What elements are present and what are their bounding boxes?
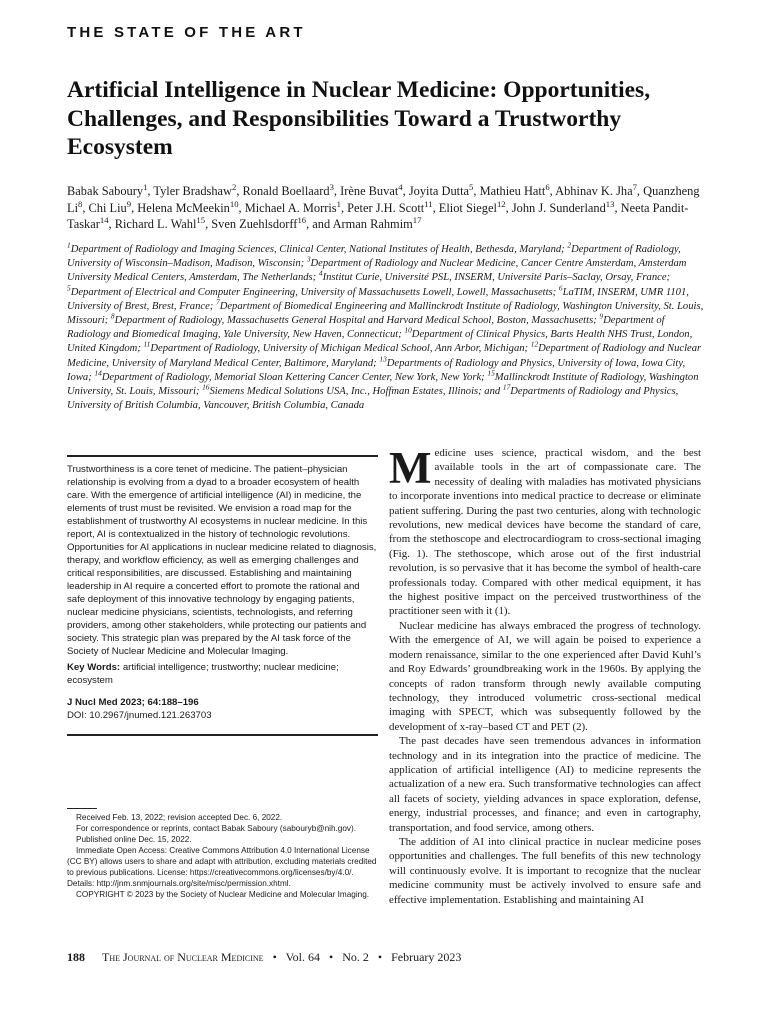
page-number: 188 (67, 950, 85, 964)
doi: DOI: 10.2967/jnumed.121.263703 (67, 710, 212, 721)
affiliation-text: Departments of Radiology and Physics, University of Iowa, Iowa City, Iowa; (67, 357, 686, 383)
affiliation-text: Department of Radiology, University of Michigan Medical School, Ann Arbor, Michigan; (150, 343, 529, 355)
affiliation-marker: 14 (94, 368, 102, 378)
copyright-note: COPYRIGHT © 2023 by the Society of Nuclear Medicine and Molecular Imaging. (76, 890, 370, 899)
author-name: Michael A. Morris (244, 200, 337, 215)
citation-block (67, 696, 378, 722)
affiliation-text: Department of Radiology and Imaging Sciences, Clinical Center, National Institutes of Health, Bethesda, Maryland; (70, 244, 565, 255)
author-name: Arman Rahmim (332, 217, 413, 232)
body-paragraph: edicine uses science, practical wisdom, and the best available tools in the art of compassionate care. The necessity of dealing with maladies has motivated physicians to incorporate inventions into medical practice to decrease or eliminate patient suffering. During the past two centuries, along with technologic revolutions, new medical devices have become the standard of care, from the stethoscope and electrocardiogram to cross-sectional imaging (Fig. 1). The stethoscope, which arose out of the first industrial revolution, is so pervasive that it has become the symbol of health-care professionals today. Compared with other medical equipment, it has the highest positive impact on the perceived trustworthiness of the practitioner seen with it (1). (389, 447, 701, 618)
published-date: Published online Dec. 15, 2022. (76, 835, 192, 844)
correspondence-note: For correspondence or reprints, contact Babak Saboury (sabouryb@nih.gov). (76, 824, 357, 833)
author-affiliation-marker: 15 (196, 215, 206, 226)
author-name: Eliot Siegel (438, 200, 497, 215)
journal-name: The Journal of Nuclear Medicine (102, 950, 264, 964)
publication-date: February 2023 (391, 950, 462, 964)
license-note: Immediate Open Access: Creative Commons Attribution 4.0 International License (CC BY) allows users to share and adapt with attribution, excluding materials credited to previous publications. License: https://creativecommons.org/licenses/by/4.0/. Details: http://jnm.snmjournals.org/site/misc/permission.xhtml. (67, 846, 377, 888)
author-name: Peter J.H. Scott (347, 200, 425, 215)
affiliation-marker: 6 (558, 283, 563, 293)
body-paragraph: The past decades have seen tremendous advances in information technology and in its integration into the practice of medicine. The application of artificial intelligence (AI) to medicine represents the actualization of a new era. Such transformative technologies can affect all facets of society, yielding advances in space exploration, defense, energy, industrial processes, and finance; and even in cartography, transportation, and food service, among others. (389, 735, 701, 834)
author-name: Sven Zuehlsdorff (211, 217, 298, 232)
body-paragraph: The addition of AI into clinical practice in nuclear medicine poses opportunities and challenges. The full benefits of this new technology will continuously evolve. It is important to recognize that the nuclear medicine community must be actively involved to ensure safe and effective implementation. Establishing and maintaining AI (389, 835, 701, 906)
journal-citation: J Nucl Med 2023; 64:188–196 (67, 697, 199, 708)
author-affiliation-marker: 5 (469, 181, 474, 192)
running-footer (67, 950, 461, 965)
author-name: Abhinav K. Jha (555, 184, 633, 198)
footer-separator: • (329, 950, 334, 964)
affiliation-marker: 1 (67, 240, 71, 250)
footer-separator: • (272, 950, 277, 964)
footnotes (67, 812, 378, 900)
author-name: Neeta Pandit-Taskar (67, 200, 689, 232)
affiliation-marker: 3 (306, 254, 311, 264)
affiliation-marker: 17 (502, 382, 511, 392)
author-affiliation-marker: 12 (496, 198, 506, 209)
affiliation-text: LaTIM, INSERM, UMR 1101, University of Brest, Brest, France; (67, 286, 689, 312)
author-name: Tyler Bradshaw (153, 184, 232, 198)
affiliation-text: Department of Radiology and Biomedical Imaging, Yale University, New Haven, Connecticut; (67, 315, 665, 341)
affiliation-text: Institut Curie, Université PSL, INSERM, Université Paris–Saclay, Orsay, France; (322, 272, 671, 284)
affiliation-text: Department of Radiology, Memorial Sloan Kettering Cancer Center, New York, New York; (101, 371, 485, 383)
author-name: Mathieu Hatt (479, 184, 546, 198)
author-list: Babak Saboury$^1$, Tyler Bradshaw$^2$, Ronald Boellaard$^3$, Irène Buvat$^4$, Joyita Dutta$^5$, Mathieu Hatt$^6$, Abhinav K. Jha$^7$, Quanzheng Li$^8$, Chi Liu$^9$, Helena McMeekin$^{10}$, Michael A. Morris$^1$, Peter J.H. Scott$^{11}$, Eliot Siegel$^{12}$, John J. Sunderland$^{13}$, Neeta Pandit-Taskar$^{14}$, Richard L. Wahl$^{15}$, Sven Zuehlsdorff$^{16}$, and Arman Rahmim$^{17}$ (67, 181, 700, 232)
author-affiliation-marker: 4 (398, 181, 403, 192)
affiliation-text: Departments of Radiology and Physics, University of British Columbia, Vancouver, British Columbia, Canada (67, 386, 679, 412)
author-affiliation-marker: 3 (329, 181, 334, 192)
author-affiliation-marker: 1 (336, 198, 341, 209)
footer-separator: • (377, 950, 383, 964)
affiliation-marker: 10 (404, 325, 412, 335)
affiliation-marker: 9 (599, 311, 604, 321)
author-affiliation-marker: 8 (78, 198, 83, 209)
section-label: THE STATE OF THE ART (67, 24, 306, 41)
author-name: John J. Sunderland (511, 200, 606, 215)
affiliation-text: Department of Electrical and Computer Engineering, University of Massachusetts Lowell, Lowell, Massachusetts; (70, 286, 557, 298)
author-affiliation-marker: 16 (297, 215, 307, 226)
author-affiliation-marker: 13 (605, 198, 615, 209)
author-affiliation-marker: 7 (632, 181, 637, 192)
affiliation-text: Department of Radiology and Nuclear Medicine, University of Maryland Medical Center, Baltimore, Maryland; (67, 343, 702, 369)
affiliation-marker: 13 (379, 354, 387, 364)
footnote-divider (67, 808, 97, 809)
abstract-bottom-divider (67, 734, 378, 736)
affiliation-text: Mallinckrodt Institute of Radiology, Washington University, St. Louis, Missouri; (67, 371, 699, 398)
keywords-text: artificial intelligence; trustworthy; nuclear medicine; ecosystem (67, 662, 339, 686)
author-affiliation-marker: 6 (545, 181, 550, 192)
affiliation-list (67, 240, 707, 413)
affiliation-text: Department of Radiology, University of Wisconsin–Madison, Madison, Wisconsin; (67, 244, 681, 270)
author-name: Chi Liu (88, 200, 127, 215)
keywords (67, 661, 378, 687)
affiliation-marker: 5 (67, 283, 71, 293)
article-title: Artificial Intelligence in Nuclear Medicine: Opportunities, Challenges, and Responsibilities Toward a Trustworthy Ecosystem (67, 77, 651, 160)
body-text-column (389, 443, 701, 907)
author-affiliation-marker: 10 (229, 198, 239, 209)
affiliation-marker: 12 (530, 339, 539, 349)
affiliation-text: Department of Radiology and Nuclear Medicine, Cancer Centre Amsterdam, Amsterdam University Medical Centers, Amsterdam, The Netherlands; (67, 258, 687, 284)
issue: No. 2 (342, 950, 369, 964)
affiliation-text: Siemens Medical Solutions USA, Inc., Hoffman Estates, Illinois; and (209, 386, 501, 398)
affiliation-text: Department of Biomedical Engineering and Mallinckrodt Institute of Radiology, Washington University, St. Louis, Missouri; (67, 300, 704, 327)
received-date: Received Feb. 13, 2022; revision accepted Dec. 6, 2022. (76, 813, 283, 822)
body-paragraph: Nuclear medicine has always embraced the progress of technology. With the emergence of AI, we will again be poised to experience a modern renaissance, similar to the one experienced after David Kuhl’s and Roy Edwards’ groundbreaking work in the 1960s. By applying the concepts of radon transform through newly available computing technology, they introduced volumetric cross-sectional medical imaging with SPECT, which was subsequently followed by the development of x-ray–based CT and PET (2). (389, 619, 701, 733)
author-name: Richard L. Wahl (114, 217, 197, 232)
author-name: Quanzheng Li (67, 184, 700, 215)
author-name: Irène Buvat (340, 184, 399, 198)
abstract-top-divider (67, 455, 378, 457)
affiliation-marker: 7 (215, 297, 220, 307)
author-affiliation-marker: 9 (126, 198, 132, 209)
keywords-label: Key Words: (67, 662, 121, 673)
affiliation-marker: 4 (318, 268, 323, 278)
author-affiliation-marker: 11 (424, 198, 433, 209)
author-name: Ronald Boellaard (242, 184, 330, 198)
author-affiliation-marker: 17 (412, 215, 422, 226)
author-affiliation-marker: 1 (143, 181, 148, 192)
abstract-text: Trustworthiness is a core tenet of medicine. The patient–physician relationship is evolving from a dyad to a broader ecosystem of health care. With the emergence of artificial intelligence (AI) in medicine, the elements of trust must be revisited. We envision a road map for the establishment of trustworthy AI ecosystems in nuclear medicine. In this report, AI is contextualized in the history of technologic revolutions. Opportunities for AI applications in nuclear medicine related to diagnosis, therapy, and workflow efficiency, as well as emerging challenges and critical responsibilities, are discussed. Establishing and maintaining leadership in AI require a concerted effort to promote the rational and safe deployment of this innovative technology by engaging patients, nuclear medicine physicians, scientists, technologists, and referring providers, among other stakeholders, while protecting our patients and society. This strategic plan was prepared by the AI task force of the Society of Nuclear Medicine and Molecular Imaging. (67, 464, 377, 657)
affiliation-marker: 8 (110, 311, 115, 321)
volume: Vol. 64 (285, 950, 321, 964)
author-name: Helena McMeekin (137, 200, 230, 215)
author-affiliation-marker: 14 (99, 215, 109, 226)
affiliation-marker: 11 (143, 339, 151, 349)
affiliation-marker: 2 (567, 240, 572, 250)
author-affiliation-marker: 2 (232, 181, 237, 192)
affiliation-text: Department of Radiology, Massachusetts General Hospital and Harvard Medical School, Boston, Massachusetts; (114, 315, 597, 327)
affiliation-text: Department of Clinical Physics, Barts Health NHS Trust, London, United Kingdom; (67, 329, 693, 355)
drop-cap: M (389, 443, 432, 493)
affiliation-marker: 16 (202, 382, 210, 392)
author-name: Joyita Dutta (408, 184, 470, 198)
affiliation-marker: 15 (487, 368, 495, 378)
author-name: Babak Saboury (67, 184, 144, 198)
